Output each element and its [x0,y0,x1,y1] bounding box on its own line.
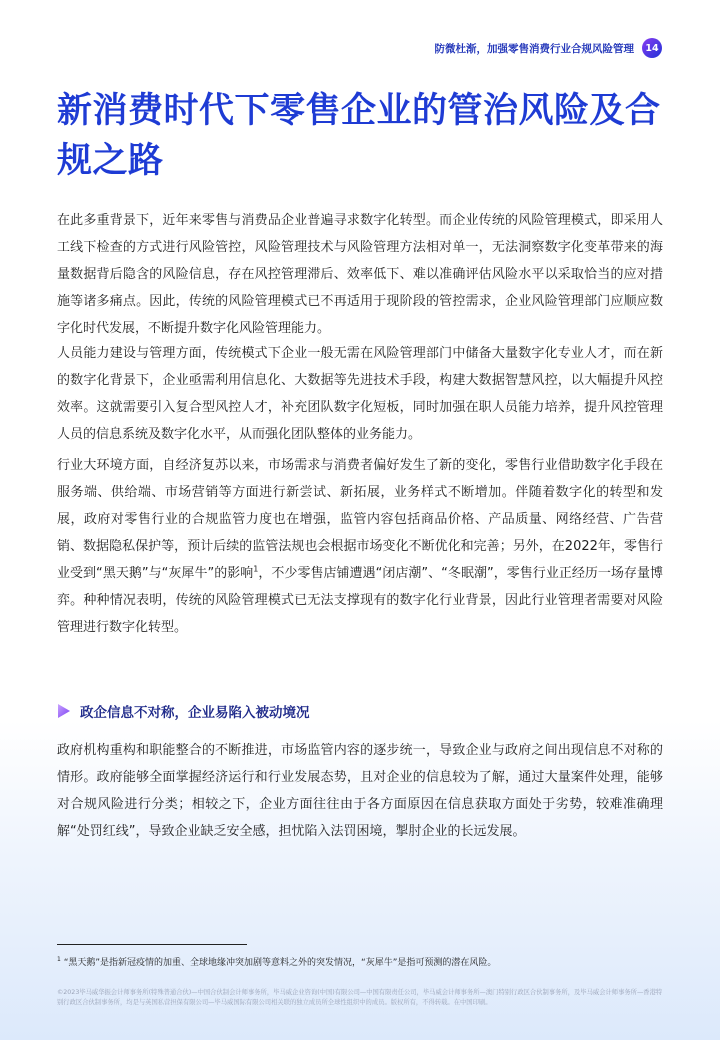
section-heading-label: 政企信息不对称，企业易陷入被动境况 [80,705,310,721]
paragraph-industry-environment [57,452,663,641]
play-triangle-icon [57,703,71,719]
legal-notice: ©2023毕马威华振会计师事务所(特殊普通合伙)—中国合伙制会计师事务所，毕马威企业咨询(中国)有限公司—中国有限责任公司，毕马威会计师事务所—澳门特别行政区合伙制事务所，及毕马威会计师事务所—香港特别行政区合伙制事务所，均是与英国私营担保有限公司—毕马威国际有限公司相关联的独立成员所全球性组织中的成员。版权所有，不得转载。在中国印刷。 [57,989,663,1006]
running-title: 防微杜渐，加强零售消费行业合规风险管理 [434,42,634,55]
footnote [57,957,663,970]
paragraph-industry-text-before: 行业大环境方面，自经济复苏以来，市场需求与消费者偏好发生了新的变化，零售行业借助数字化手段在服务端、供给端、市场营销等方面进行新尝试、新拓展，业务样式不断增加。伴随着数字化的转型和发展，政府对零售行业的合规监管力度也在增强，监管内容包括商品价格、产品质量、网络经营、广告营销、数据隐私保护等，预计后续的监管法规也会根据市场变化不断优化和完善；另外，在2022年，零售行业受到“黑天鹅”与“灰犀牛”的影响 [57,458,663,581]
footnote-reference: 1 [253,564,259,574]
paragraph-information-asymmetry: 政府机构重构和职能整合的不断推进，市场监管内容的逐步统一，导致企业与政府之间出现信息不对称的情形。政府能够全面掌握经济运行和行业发展态势，且对企业的信息较为了解，通过大量案件处理，能够对合规风险进行分类；相较之下，企业方面往往由于各方面原因在信息获取方面处于劣势，较难准确理解“处罚红线”，导致企业缺乏安全感，担忧陷入法罚困境，掣肘企业的长远发展。 [57,743,663,839]
page-title: 新消费时代下零售企业的管治风险及合规之路 [57,91,661,181]
page-number-badge: 14 [642,38,662,58]
paragraph-digital-transformation: 在此多重背景下，近年来零售与消费品企业普遍寻求数字化转型。而企业传统的风险管理模式，即采用人工线下检查的方式进行风险管控，风险管理技术与风险管理方法相对单一，无法洞察数字化变革带来的海量数据背后隐含的风险信息，存在风控管理滞后、效率低下、难以准确评估风险水平以采取恰当的应对措施等诸多痛点。因此，传统的风险管理模式已不再适用于现阶段的管控需求，企业风险管理部门应顺应数字化时代发展，不断提升数字化风险管理能力。 [57,213,663,336]
section-heading [57,701,310,721]
footnote-divider [57,944,247,945]
footnote-text: “黑天鹅”是指新冠疫情的加重、全球地缘冲突加剧等意料之外的突发情况，“灰犀牛”是指可预测的潜在风险。 [63,958,497,968]
running-header [435,38,663,58]
footnote-marker: 1 [57,956,61,963]
paragraph-talent-capability: 人员能力建设与管理方面，传统模式下企业一般无需在风险管理部门中储备大量数字化专业人才，而在新的数字化背景下，企业亟需利用信息化、大数据等先进技术手段，构建大数据智慧风控，以大幅提升风控效率。这就需要引入复合型风控人才，补充团队数字化短板，同时加强在职人员能力培养，提升风控管理人员的信息系统及数字化水平，从而强化团队整体的业务能力。 [57,346,663,442]
paragraph-industry-text-after: ，不少零售店铺遭遇“闭店潮”、“冬眠潮”，零售行业正经历一场存量博弈。种种情况表明，传统的风险管理模式已无法支撑现有的数字化行业背景，因此行业管理者需要对风险管理进行数字化转型。 [57,566,663,635]
